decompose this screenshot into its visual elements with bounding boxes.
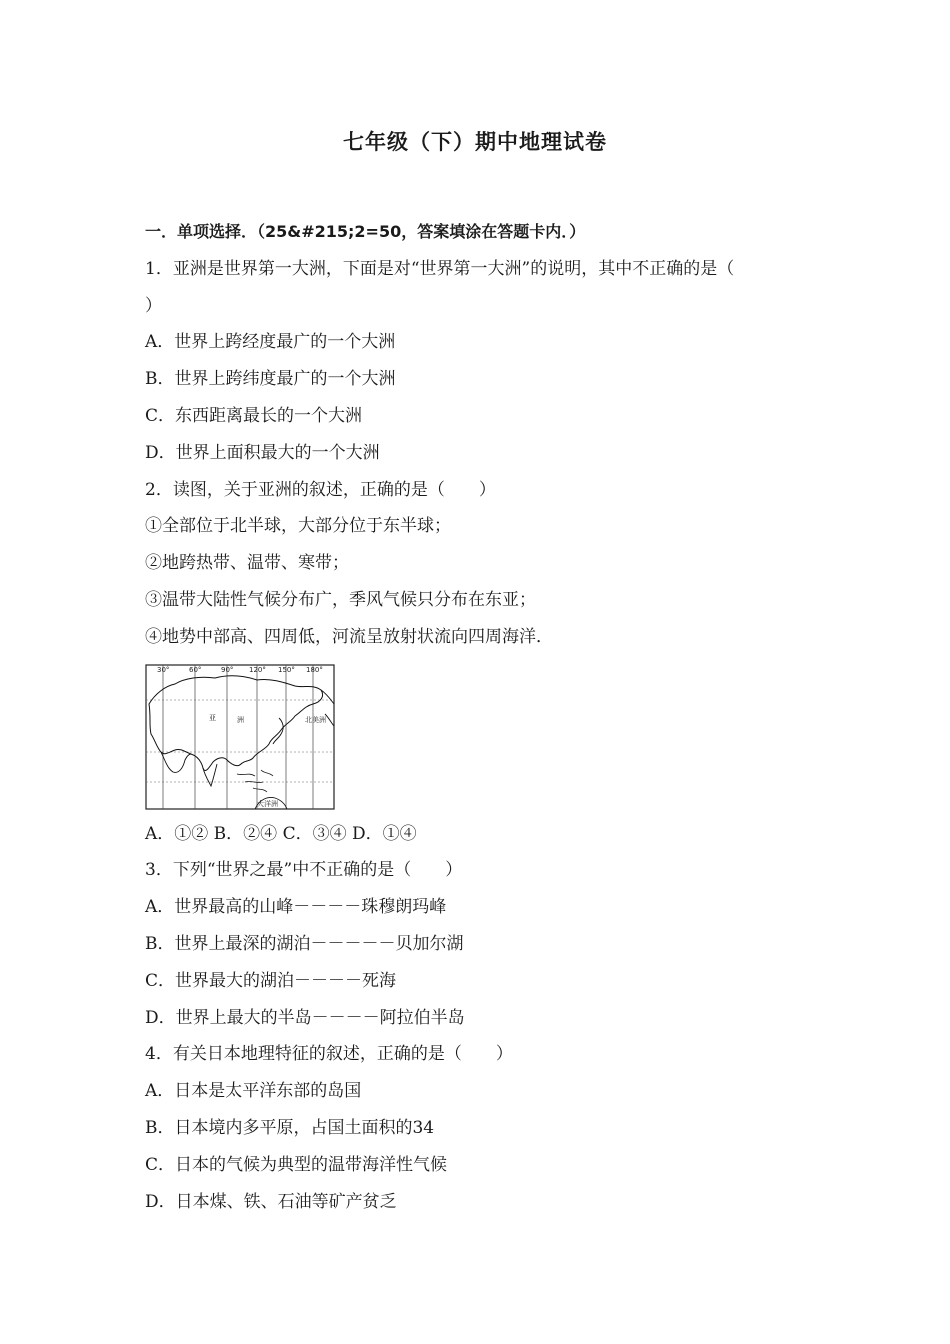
question-1-option-b: B．世界上跨纬度最广的一个大洲 xyxy=(145,369,396,390)
longitude-label: 30° xyxy=(157,665,170,674)
asia-map-figure xyxy=(145,664,335,810)
question-4-option-c: C．日本的气候为典型的温带海洋性气候 xyxy=(145,1154,448,1175)
oceania-label: 大洋洲 xyxy=(257,799,278,808)
question-3-stem: 3．下列“世界之最”中不正确的是（ ） xyxy=(145,860,463,881)
question-3-option-d: D．世界上最大的半岛－－－－阿拉伯半岛 xyxy=(145,1007,465,1028)
longitude-label: 90° xyxy=(221,665,234,674)
question-2-statement-3: ③温带大陆性气候分布广，季风气候只分布在东亚； xyxy=(145,589,536,610)
question-2-statement-2: ②地跨热带、温带、寒带； xyxy=(145,553,349,574)
question-3-option-c: C．世界最大的湖泊－－－－死海 xyxy=(145,970,397,991)
longitude-label: 60° xyxy=(189,665,202,674)
asia-label-1: 亚 xyxy=(209,713,216,722)
question-3-option-b: B．世界上最深的湖泊－－－－－贝加尔湖 xyxy=(145,933,464,954)
asia-label-2: 洲 xyxy=(237,715,244,724)
asia-map xyxy=(145,664,335,810)
question-1-option-a: A．世界上跨经度最广的一个大洲 xyxy=(145,332,396,353)
question-1-option-c: C．东西距离最长的一个大洲 xyxy=(145,405,363,426)
question-3-option-a: A．世界最高的山峰－－－－珠穆朗玛峰 xyxy=(145,897,447,918)
question-2-statement-4: ④地势中部高、四周低，河流呈放射状流向四周海洋． xyxy=(145,626,553,647)
page-title: 七年级（下）期中地理试卷 xyxy=(343,130,607,154)
question-4-option-d: D．日本煤、铁、石油等矿产贫乏 xyxy=(145,1191,397,1212)
question-1-option-d: D．世界上面积最大的一个大洲 xyxy=(145,442,380,463)
longitude-label: 180° xyxy=(306,665,323,674)
question-1-stem: 1．亚洲是世界第一大洲，下面是对“世界第一大洲”的说明，其中不正确的是（ xyxy=(145,258,735,279)
question-2-statement-1: ①全部位于北半球，大部分位于东半球； xyxy=(145,516,451,537)
north-america-label: 北美洲 xyxy=(305,715,326,724)
question-4-stem: 4．有关日本地理特征的叙述，正确的是（ ） xyxy=(145,1044,513,1065)
question-2-options: A．①② B．②④ C．③④ D．①④ xyxy=(145,823,417,844)
question-1-stem-continuation: ） xyxy=(145,295,162,316)
question-2-stem: 2．读图，关于亚洲的叙述，正确的是（ ） xyxy=(145,479,496,500)
section-heading: 一．单项选择．（25&#215;2=50，答案填涂在答题卡内．） xyxy=(145,222,586,241)
longitude-label: 120° xyxy=(249,665,266,674)
question-4-option-a: A．日本是太平洋东部的岛国 xyxy=(145,1081,362,1102)
exam-content xyxy=(145,214,815,1220)
longitude-label: 150° xyxy=(278,665,295,674)
question-4-option-b: B．日本境内多平原，占国土面积的34 xyxy=(145,1117,435,1138)
